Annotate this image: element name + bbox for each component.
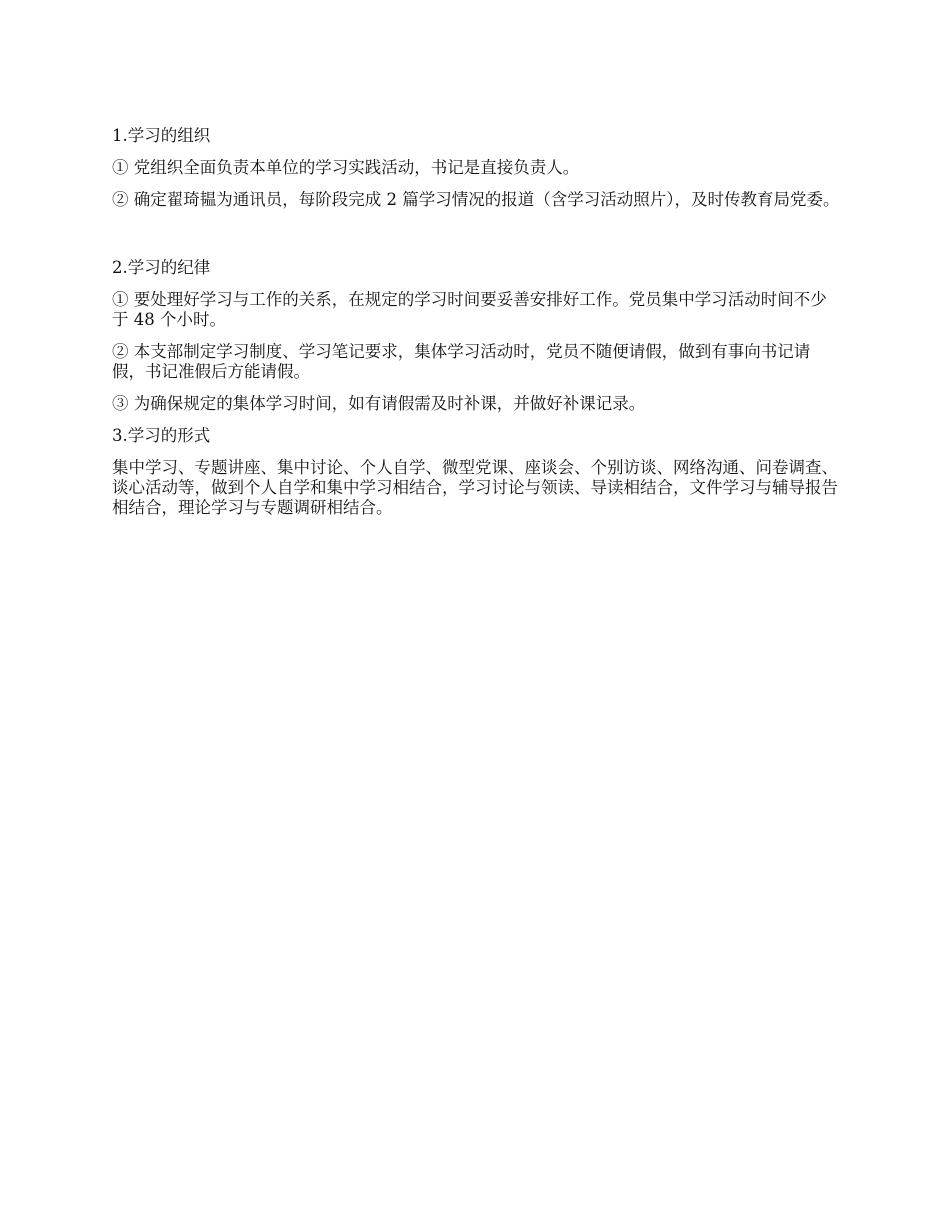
paragraph-organization-2: ② 确定翟琦韫为通讯员，每阶段完成 2 篇学习情况的报道（含学习活动照片），及时传教育局党委。	[112, 190, 840, 209]
section-heading-organization: 1.学习的组织	[112, 126, 211, 145]
section-spacer	[112, 222, 842, 258]
section-heading-format: 3.学习的形式	[112, 426, 211, 445]
paragraph-format-1: 集中学习、专题讲座、集中讨论、个人自学、微型党课、座谈会、个别访谈、网络沟通、问卷调查、谈心活动等，做到个人自学和集中学习相结合，学习讨论与领读、导读相结合，文件学习与辅导报告相结合，理论学习与专题调研相结合。	[112, 458, 838, 517]
section-heading-discipline: 2.学习的纪律	[112, 258, 211, 277]
paragraph-organization-1: ① 党组织全面负责本单位的学习实践活动，书记是直接负责人。	[112, 158, 580, 177]
document-body	[112, 126, 842, 530]
paragraph-discipline-2: ② 本支部制定学习制度、学习笔记要求，集体学习活动时，党员不随便请假，做到有事向书记请假，书记准假后方能请假。	[112, 342, 811, 381]
paragraph-discipline-3: ③ 为确保规定的集体学习时间，如有请假需及时补课，并做好补课记录。	[112, 394, 646, 413]
paragraph-discipline-1: ① 要处理好学习与工作的关系，在规定的学习时间要妥善安排好工作。党员集中学习活动时间不少于 48 个小时。	[112, 290, 827, 329]
